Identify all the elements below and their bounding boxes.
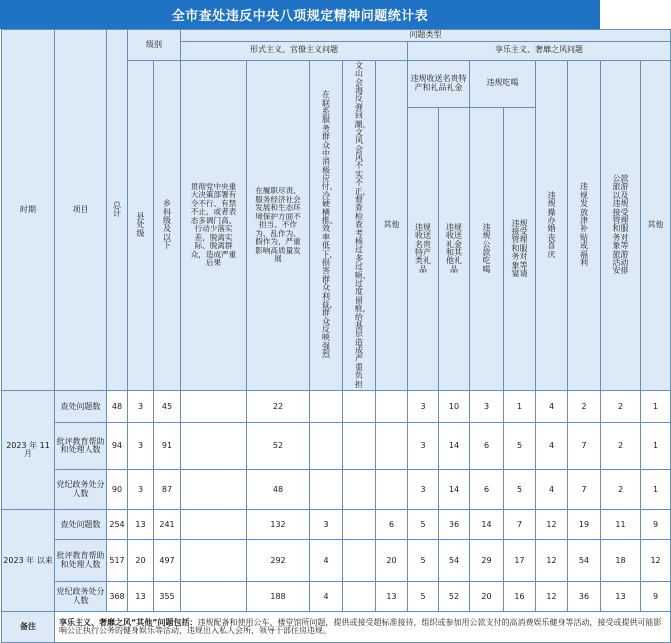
cell-total: 94 xyxy=(107,423,128,470)
period-label: 2023 年 以来 xyxy=(2,510,55,612)
cell-formalism-other: 20 xyxy=(376,540,408,582)
cell-formalism-3: 3 xyxy=(310,510,343,540)
cell-county: 3 xyxy=(128,391,154,423)
cell-tourism: 13 xyxy=(601,582,641,612)
cell-weddings: 12 xyxy=(536,540,568,582)
header-formalism-3: 在联系服务群众中消极应付、冷硬横推、效率低下，损害群众利益，群众反映强烈 xyxy=(310,60,343,391)
cell-formalism-other xyxy=(376,470,408,510)
cell-total: 254 xyxy=(107,510,128,540)
cell-weddings: 12 xyxy=(536,510,568,540)
cell-dining-banquet: 16 xyxy=(504,582,536,612)
cell-subsidies: 2 xyxy=(568,391,601,423)
header-subsidies: 违规发放津补贴或福利 xyxy=(568,60,601,391)
cell-formalism-1 xyxy=(181,423,247,470)
cell-dining-banquet: 7 xyxy=(504,510,536,540)
cell-formalism-2: 48 xyxy=(247,470,310,510)
cell-tourism: 11 xyxy=(601,510,641,540)
cell-subsidies: 54 xyxy=(568,540,601,582)
cell-dining-public: 3 xyxy=(470,391,504,423)
cell-weddings: 4 xyxy=(536,470,568,510)
cell-county: 13 xyxy=(128,510,154,540)
cell-formalism-other xyxy=(376,391,408,423)
cell-hedonism-other: 12 xyxy=(641,540,671,582)
cell-county: 20 xyxy=(128,540,154,582)
cell-total: 90 xyxy=(107,470,128,510)
table-row xyxy=(2,510,671,540)
cell-formalism-2: 188 xyxy=(247,582,310,612)
cell-hedonism-other: 1 xyxy=(641,470,671,510)
header-formalism-1: 贯彻党中央重大决策部署有令不行、有禁不止，或者表态多调门高、行动少落实差，脱离实际、脱离群众，造成严重后果 xyxy=(181,60,247,391)
table-row xyxy=(2,582,671,612)
cell-dining-public: 6 xyxy=(470,423,504,470)
header-level: 级别 xyxy=(128,30,181,61)
row-item-label: 批评教育帮助和处理人数 xyxy=(55,423,107,470)
header-formalism-group: 形式主义、官僚主义问题 xyxy=(181,41,408,60)
header-weddings: 违规操办婚丧喜庆 xyxy=(536,60,568,391)
row-item-label: 查处问题数 xyxy=(55,510,107,540)
cell-formalism-4 xyxy=(343,423,376,470)
cell-gifts-cash: 52 xyxy=(439,582,470,612)
note-body: 违规配备和使用公车、楼堂馆所问题，提供或接受超标准接待，组织或参加用公款支付的高消费娱乐健身等活动，接受或提供可能影响公正执行公务的健身娱乐等活动，违规出入私人会所，领导干部住房违规。 xyxy=(59,617,662,636)
header-period: 时期 xyxy=(2,30,55,391)
cell-formalism-3: 4 xyxy=(310,582,343,612)
header-item: 项目 xyxy=(55,30,107,391)
cell-dining-public: 29 xyxy=(470,540,504,582)
cell-township: 241 xyxy=(154,510,181,540)
cell-subsidies: 7 xyxy=(568,423,601,470)
cell-formalism-1 xyxy=(181,540,247,582)
row-item-label: 查处问题数 xyxy=(55,391,107,423)
cell-county: 13 xyxy=(128,582,154,612)
cell-gifts-cash: 14 xyxy=(439,470,470,510)
cell-gifts-specialty: 5 xyxy=(408,510,439,540)
header-gifts-cash: 违规收送礼金和其他礼品 xyxy=(439,107,470,391)
header-gifts-specialty: 违规收送名贵特产类礼品 xyxy=(408,107,439,391)
cell-subsidies: 36 xyxy=(568,582,601,612)
header-dining-group: 违规吃喝 xyxy=(470,60,536,107)
cell-dining-banquet: 5 xyxy=(504,470,536,510)
header-hedonism-group: 享乐主义、奢靡之风问题 xyxy=(408,41,671,60)
cell-formalism-1 xyxy=(181,470,247,510)
cell-subsidies: 19 xyxy=(568,510,601,540)
cell-formalism-2: 52 xyxy=(247,423,310,470)
table-row xyxy=(2,423,671,470)
cell-township: 91 xyxy=(154,423,181,470)
cell-hedonism-other: 9 xyxy=(641,582,671,612)
cell-tourism: 2 xyxy=(601,423,641,470)
cell-formalism-1 xyxy=(181,510,247,540)
cell-township: 45 xyxy=(154,391,181,423)
note-row xyxy=(2,612,671,643)
cell-formalism-4 xyxy=(343,582,376,612)
cell-township: 497 xyxy=(154,540,181,582)
cell-formalism-2: 292 xyxy=(247,540,310,582)
header-county: 县处级 xyxy=(128,60,154,391)
cell-gifts-specialty: 3 xyxy=(408,470,439,510)
cell-formalism-4 xyxy=(343,510,376,540)
cell-formalism-3: 4 xyxy=(310,540,343,582)
cell-total: 48 xyxy=(107,391,128,423)
cell-dining-public: 14 xyxy=(470,510,504,540)
cell-township: 355 xyxy=(154,582,181,612)
cell-gifts-cash: 10 xyxy=(439,391,470,423)
row-item-label: 党纪政务处分人数 xyxy=(55,470,107,510)
header-gifts-group: 违规收送名贵特产和礼品礼金 xyxy=(408,60,470,107)
stats-table xyxy=(1,29,671,643)
cell-total: 368 xyxy=(107,582,128,612)
cell-gifts-specialty: 5 xyxy=(408,582,439,612)
cell-gifts-cash: 36 xyxy=(439,510,470,540)
cell-tourism: 2 xyxy=(601,391,641,423)
note-bold: 享乐主义、奢靡之风“其他”问题包括： xyxy=(59,617,198,627)
cell-dining-public: 20 xyxy=(470,582,504,612)
cell-county: 3 xyxy=(128,470,154,510)
cell-formalism-other: 13 xyxy=(376,582,408,612)
cell-hedonism-other: 1 xyxy=(641,391,671,423)
cell-formalism-2: 132 xyxy=(247,510,310,540)
cell-formalism-4 xyxy=(343,540,376,582)
header-formalism-4: 文山会海反弹回潮，文风会风不实不正，督查检查考核过多过频、过度留痕，给基层造成严重负担 xyxy=(343,60,376,391)
cell-dining-banquet: 5 xyxy=(504,423,536,470)
header-total: 总计 xyxy=(107,30,128,391)
header-dining-public: 违规公款吃喝 xyxy=(470,107,504,391)
cell-formalism-3 xyxy=(310,470,343,510)
cell-formalism-1 xyxy=(181,391,247,423)
cell-gifts-specialty: 5 xyxy=(408,540,439,582)
cell-dining-banquet: 1 xyxy=(504,391,536,423)
table-title: 全市查处违反中央八项规定精神问题统计表 xyxy=(0,0,600,29)
cell-gifts-cash: 14 xyxy=(439,423,470,470)
table-row xyxy=(2,391,671,423)
cell-township: 87 xyxy=(154,470,181,510)
row-item-label: 批评教育帮助和处理人数 xyxy=(55,540,107,582)
header-tourism: 公款旅游以及违规接受管理和服务对象等旅游活动安排 xyxy=(601,60,641,391)
cell-tourism: 18 xyxy=(601,540,641,582)
cell-gifts-specialty: 3 xyxy=(408,391,439,423)
cell-formalism-other xyxy=(376,423,408,470)
row-item-label: 党纪政务处分人数 xyxy=(55,582,107,612)
header-hedonism-other: 其他 xyxy=(641,60,671,391)
cell-weddings: 4 xyxy=(536,423,568,470)
header-problem-type: 问题类型 xyxy=(181,30,671,42)
cell-formalism-2: 22 xyxy=(247,391,310,423)
cell-weddings: 12 xyxy=(536,582,568,612)
table-row xyxy=(2,470,671,510)
header-formalism-2: 在履职尽责、服务经济社会发展和生态环境保护方面不担当、不作为、乱作为、假作为，严重影响高质量发展 xyxy=(247,60,310,391)
cell-formalism-4 xyxy=(343,391,376,423)
cell-formalism-other: 6 xyxy=(376,510,408,540)
period-label: 2023 年 11月 xyxy=(2,391,55,510)
cell-dining-public: 6 xyxy=(470,470,504,510)
cell-gifts-cash: 54 xyxy=(439,540,470,582)
cell-hedonism-other: 9 xyxy=(641,510,671,540)
cell-tourism: 2 xyxy=(601,470,641,510)
note-label: 备注 xyxy=(2,612,55,643)
cell-subsidies: 7 xyxy=(568,470,601,510)
header-dining-banquet: 违规接受管理和服务对象等宴请 xyxy=(504,107,536,391)
cell-hedonism-other: 1 xyxy=(641,423,671,470)
cell-dining-banquet: 17 xyxy=(504,540,536,582)
header-formalism-other: 其他 xyxy=(376,60,408,391)
note-text xyxy=(55,612,671,643)
cell-gifts-specialty: 3 xyxy=(408,423,439,470)
cell-weddings: 4 xyxy=(536,391,568,423)
cell-formalism-3 xyxy=(310,391,343,423)
cell-total: 517 xyxy=(107,540,128,582)
table-row xyxy=(2,540,671,582)
cell-formalism-3 xyxy=(310,423,343,470)
cell-formalism-4 xyxy=(343,470,376,510)
cell-formalism-1 xyxy=(181,582,247,612)
header-township: 乡科级及以下 xyxy=(154,60,181,391)
cell-county: 3 xyxy=(128,423,154,470)
